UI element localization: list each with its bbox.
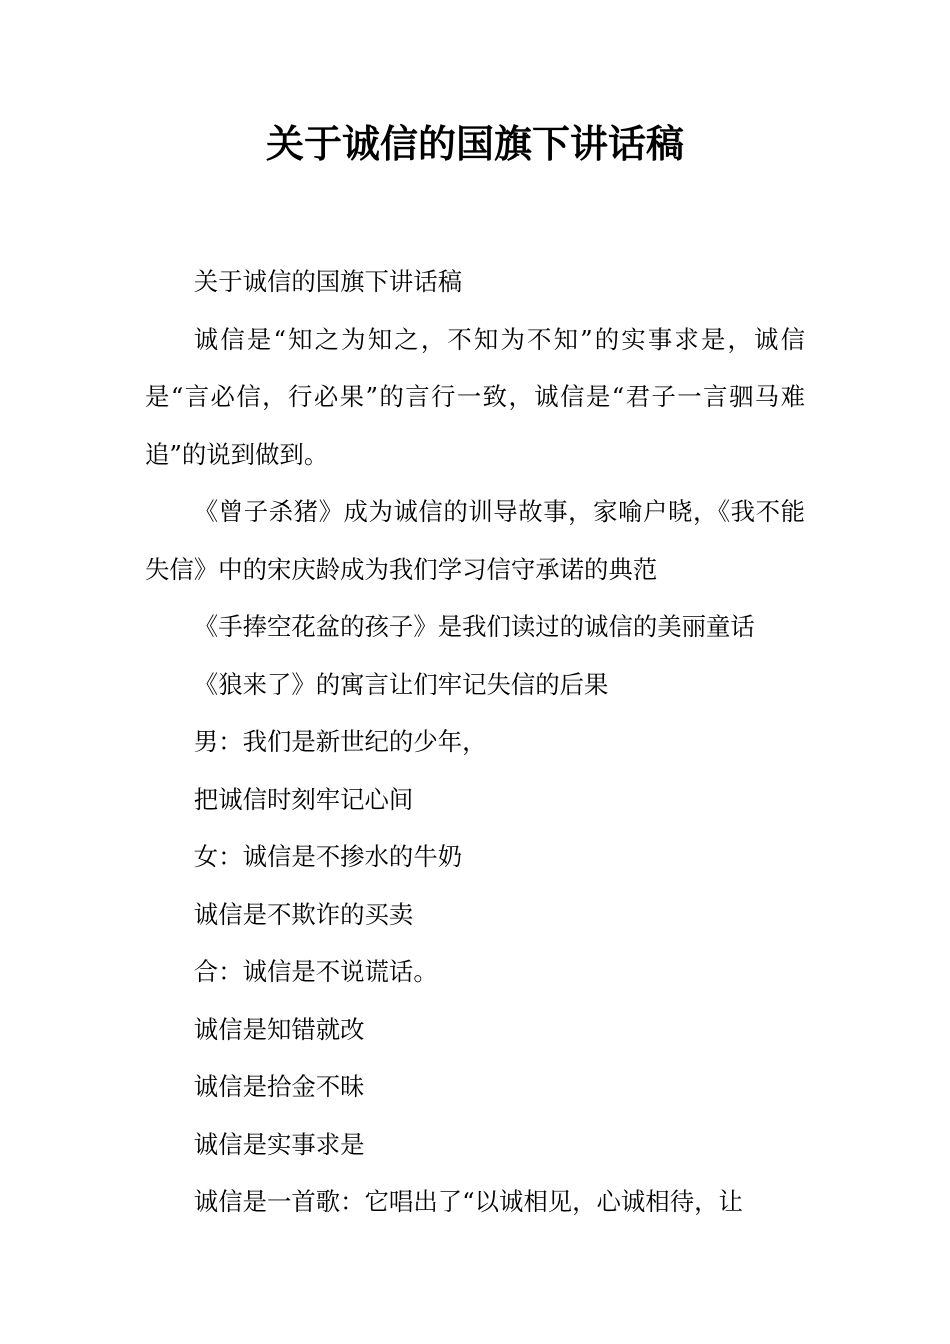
paragraph: 《曾子杀猪》成为诚信的训导故事，家喻户晓，《我不能失信》中的宋庆龄成为我们学习信守承诺的典范	[145, 497, 805, 584]
document-body	[145, 253, 805, 1231]
paragraph: 把诚信时刻牢记心间	[193, 784, 414, 814]
paragraph: 诚信是不欺诈的买卖	[193, 899, 414, 929]
paragraph: 诚信是一首歌：它唱出了“以诚相见，心诚相待，让	[193, 1187, 743, 1216]
paragraph: 关于诚信的国旗下讲话稿	[193, 267, 463, 296]
paragraph: 男：我们是新世纪的少年，	[193, 727, 487, 756]
paragraph: 诚信是实事求是	[193, 1129, 365, 1159]
paragraph: 诚信是知错就改	[193, 1014, 365, 1044]
paragraph: 女：诚信是不掺水的牛奶	[193, 842, 463, 871]
paragraph: 诚信是拾金不昧	[193, 1072, 365, 1101]
paragraph: 《手捧空花盆的孩子》是我们读过的诚信的美丽童话	[193, 612, 755, 641]
document-title: 关于诚信的国旗下讲话稿	[265, 122, 684, 166]
paragraph: 合：诚信是不说谎话。	[193, 957, 438, 986]
paragraph: 诚信是“知之为知之，不知为不知”的实事求是，诚信是“言必信，行必果”的言行一致，诚信是“君子一言驷马难追”的说到做到。	[145, 324, 805, 469]
paragraph: 《狼来了》的寓言让们牢记失信的后果	[193, 669, 609, 699]
